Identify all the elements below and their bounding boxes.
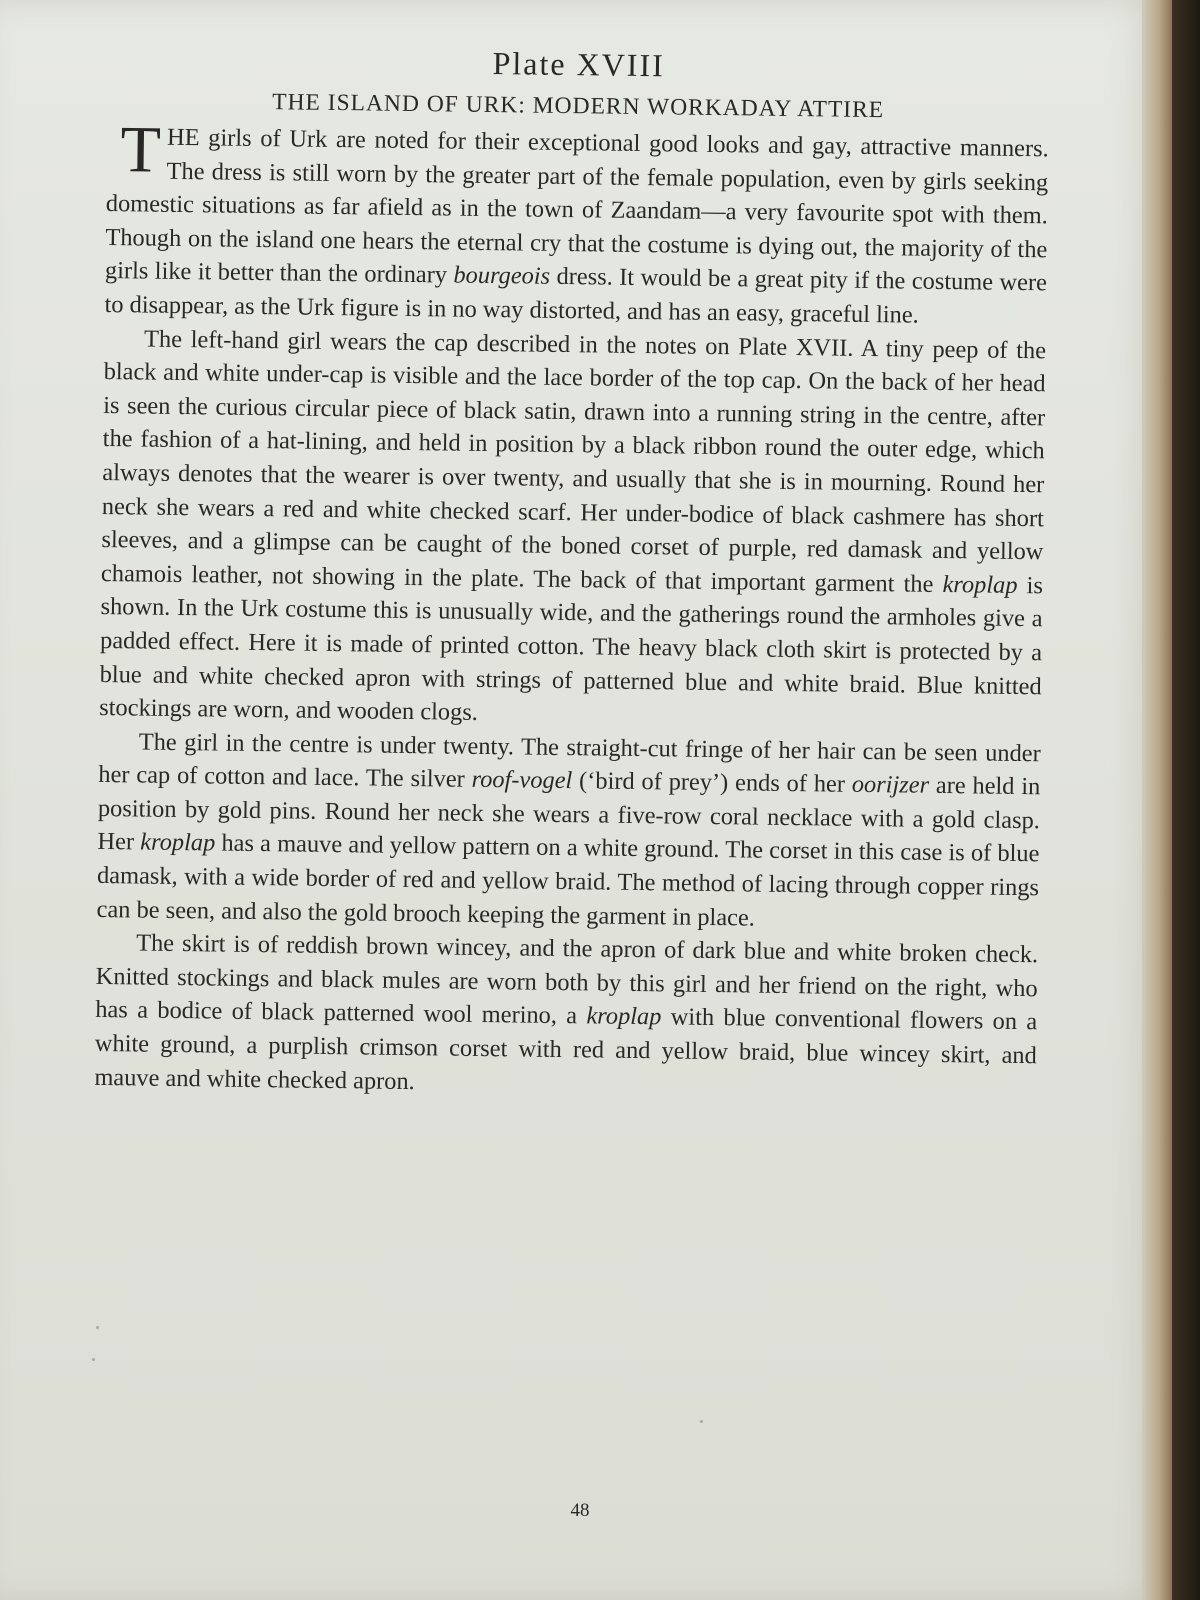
page-number: 48 <box>570 1500 590 1521</box>
italic-term: bourgeois <box>453 261 551 291</box>
book-spine-shadow <box>1172 0 1200 1600</box>
page-edge <box>1142 0 1172 1600</box>
paper-speck <box>700 1420 703 1423</box>
plate-subtitle: THE ISLAND OF URK: MODERN WORKADAY ATTIRE <box>272 89 885 124</box>
text-run: has a mauve and yellow pattern on a white ground. The corset in this case is of blue damask, with a wide border of red and yellow braid. The method of lacing through copper rings can be seen, and also the gold brooch keeping the garment in place. <box>96 829 1040 932</box>
italic-term: oorijzer <box>851 771 930 800</box>
drop-cap: T <box>120 113 162 187</box>
italic-term: roof-vogel <box>471 766 573 795</box>
paragraph <box>99 322 1046 737</box>
paragraph <box>94 926 1038 1106</box>
page-content <box>94 40 1050 1106</box>
text-run: (‘bird of prey’) ends of her <box>572 767 852 799</box>
italic-term: kroplap <box>586 1002 662 1031</box>
plate-title: Plate XVIII <box>492 45 666 84</box>
text-run: The girl in the centre is under twenty. The straight-cut fringe of her hair can be seen under her cap of cotton and lace. The silver <box>98 728 1041 794</box>
text-run: The left-hand girl wears the cap described in the notes on Plate XVII. A tiny peep of the black and white under-cap is visible and the lace border of the top cap. On the back of her head is seen the curious circular piece of black satin, drawn into a running string in the centre, after the fashion of a hat-lining, and held in position by a black ribbon round the outer edge, which always denotes that the wearer is over twenty, and usually that she is in mourning. Round her neck she wears a red and white checked scarf. Her under-bodice of black cashmere has short sleeves, and a glimpse can be caught of the boned corset of purple, red damask and yellow chamois leather, not showing in the plate. The back of that important garment the <box>100 325 1047 598</box>
paragraph <box>104 113 1049 334</box>
text-run: is shown. In the Urk costume this is unusually wide, and the gatherings round the armholes give a padded effect. Here it is made of printed cotton. The heavy black cloth skirt is protected by a blue and white checked apron with strings of patterned blue and white braid. Blue knitted stockings are worn, and wooden clogs. <box>99 571 1044 726</box>
paper-speck <box>96 1326 99 1329</box>
italic-term: kroplap <box>140 828 216 857</box>
paper-speck <box>92 1358 95 1361</box>
text-run: HE girls of Urk are noted for their exceptional good looks and gay, attractive manners. The dress is still worn by the greater part of the female population, even by girls seeking domestic situations as far afield as in the town of Zaandam—a very favourite spot with them. Though on the island one hears the eternal cry that the costume is dying out, the majority of the girls like it better than the ordinary <box>104 123 1049 289</box>
text-run: dress. It would be a great pity if the costume were to disappear, as the Urk figure is in no way distorted, and has an easy, graceful line. <box>104 263 1048 329</box>
text-run: are held in position by gold pins. Round her neck she wears a five-row coral necklace with a gold clasp. Her <box>97 772 1041 856</box>
text-run: The skirt is of reddish brown wincey, and the apron of dark blue and white broken check. Knitted stockings and black mules are worn both by this girl and her friend on the right, who has a bodice of black patterned wool merino, a <box>95 929 1039 1030</box>
italic-term: kroplap <box>942 570 1018 599</box>
paragraph <box>96 725 1041 939</box>
text-run: with blue conventional flowers on a white ground, a purplish crimson corset with red and yellow braid, blue wincey skirt, and mauve and white checked apron. <box>94 1003 1038 1095</box>
